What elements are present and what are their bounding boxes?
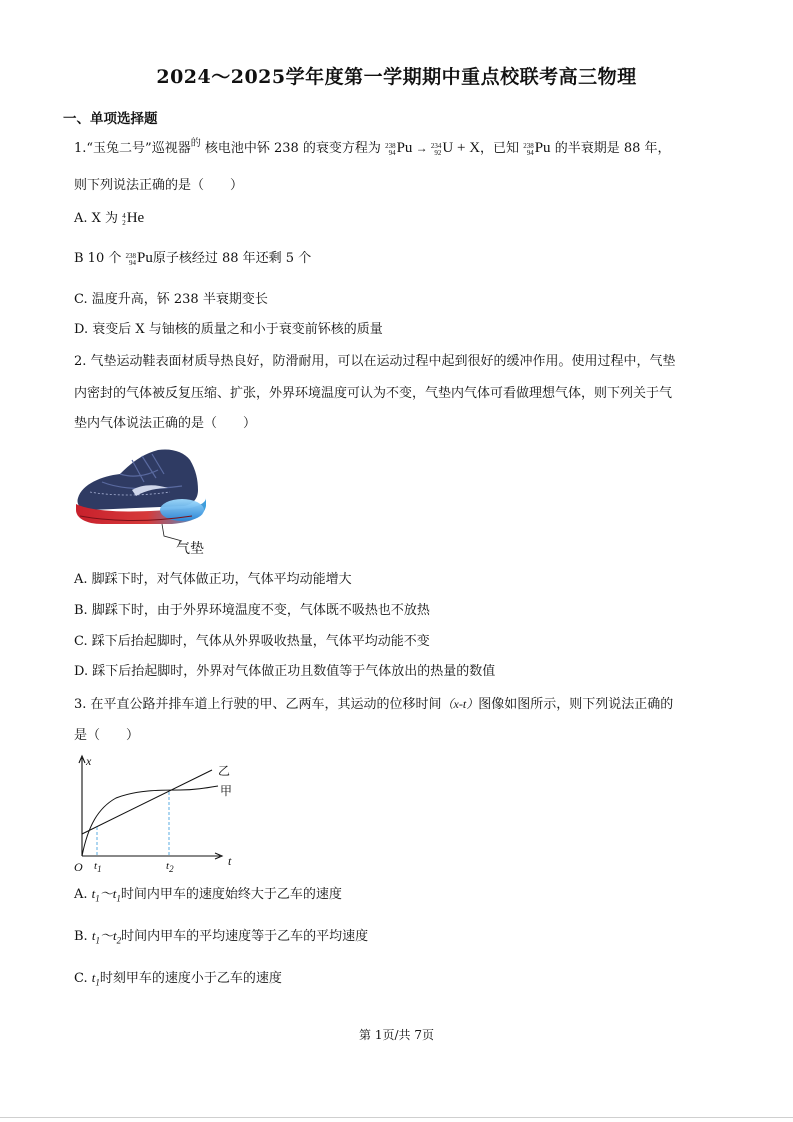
graph-y-label: x <box>86 754 92 768</box>
q3-stem-line1: 3. 在平直公路并排车道上行驶的甲、乙两车，其运动的位移时间（x-t）图像如图所示，则下列说法正确的 <box>74 697 674 712</box>
q2-stem-line2: 内密封的气体被反复压缩、扩张，外界环境温度可认为不变，气垫内气体可看做理想气体，则下列关于气 <box>74 386 673 401</box>
graph-x-label: t <box>228 854 232 868</box>
q3-stem-line2: 是（ ） <box>74 728 140 743</box>
q1-stem-line1 <box>74 140 671 161</box>
q1-stem-line2: 则下列说法正确的是（ ） <box>74 178 244 193</box>
q1-pu-symbol: 238 94 Pu <box>523 140 551 157</box>
q2-stem-line1: 2. 气垫运动鞋表面材质导热良好，防滑耐用，可以在运动过程中起到很好的缓冲作用。使用过程中，气垫 <box>74 354 676 369</box>
q3-option-a: A. $t_1\sim t_1$时间内甲车的速度始终大于乙车的速度 <box>74 886 342 904</box>
graph-t2: $t_2$ <box>166 860 174 875</box>
q2-option-d: D. 踩下后抬起脚时，外界对气体做正功且数值等于气体放出的热量的数值 <box>74 664 496 679</box>
q2-stem-line3: 垫内气体说法正确的是（ ） <box>74 416 257 431</box>
q2-option-c: C. 踩下后抬起脚时，气体从外界吸收热量，气体平均动能不变 <box>74 634 430 649</box>
graph-t1: $t_1$ <box>94 860 102 875</box>
q1-option-a: A. X 为 4 2 He <box>74 210 145 227</box>
q1-prefix: 1.“玉兔二号”巡视器 <box>74 141 191 156</box>
page-title: 2024～2025学年度第一学期期中重点校联考高三物理 <box>156 66 637 88</box>
page-footer: 第 1页/共 7页 <box>359 1028 434 1042</box>
q2-option-b: B. 脚踩下时，由于外界环境温度不变，气体既不吸热也不放热 <box>74 603 430 618</box>
line-yi <box>82 770 212 834</box>
curve-jia <box>82 786 218 856</box>
q1-tail: 的半衰期是 88 年， <box>554 141 671 156</box>
q3-option-b: B. $t_1\sim t_2$时间内甲车的平均速度等于乙车的平均速度 <box>74 928 369 946</box>
graph-label-jia: 甲 <box>220 784 233 798</box>
graph-origin: O <box>74 860 83 874</box>
q2-option-a: A. 脚踩下时，对气体做正功，气体平均动能增大 <box>74 572 352 587</box>
q1-equation: 238 94 Pu → 234 92 U + X <box>385 140 481 157</box>
section-heading: 一、单项选择题 <box>63 111 158 127</box>
q2-callout-label: 气垫 <box>176 541 204 557</box>
q1-option-b: B 10 个 238 94 Pu原子核经过 88 年还剩 5 个 <box>74 250 312 267</box>
q1-mid: 核电池中钚 238 的衰变方程为 <box>204 141 381 156</box>
graph-label-yi: 乙 <box>218 764 231 778</box>
q1-option-d: D. 衰变后 X 与铀核的质量之和小于衰变前钚核的质量 <box>74 322 383 337</box>
q1-option-c: C. 温度升高，钚 238 半衰期变长 <box>74 292 268 307</box>
q3-option-c: C. $t_1$时刻甲车的速度小于乙车的速度 <box>74 970 282 988</box>
q1-after-eq: ，已知 <box>480 141 520 156</box>
q1-de: 的 <box>190 138 201 149</box>
bottom-divider <box>0 1117 793 1118</box>
